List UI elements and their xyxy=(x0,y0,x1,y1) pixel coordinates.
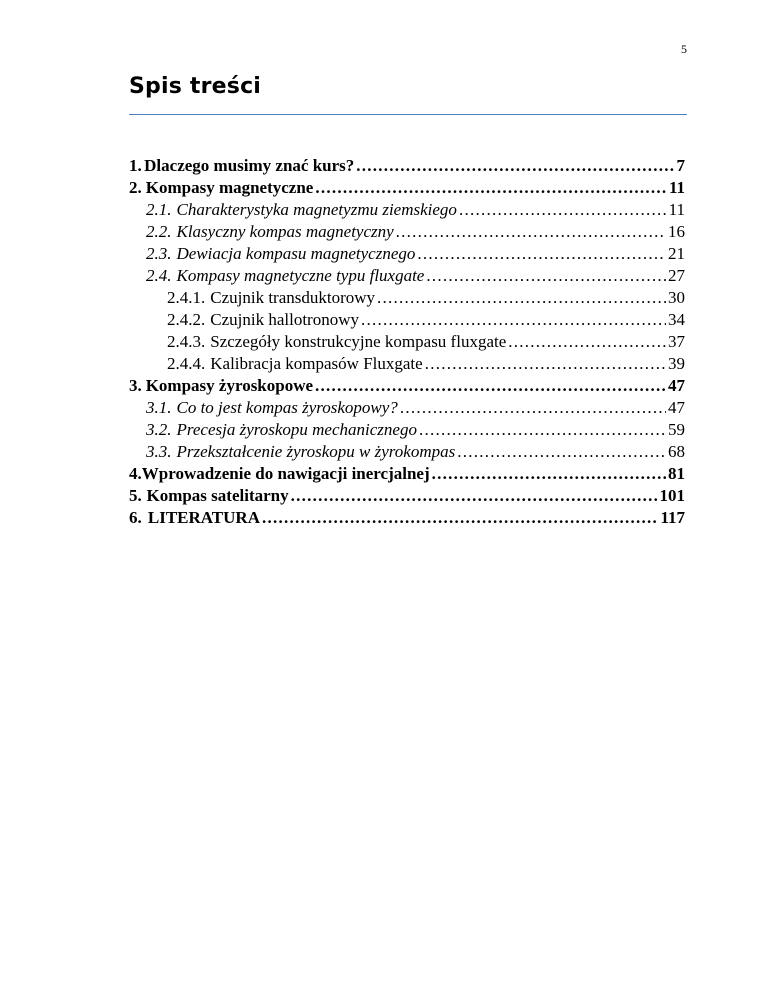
toc-entry[interactable] xyxy=(129,463,685,485)
toc-entry-title: Wprowadzenie do nawigacji inercjalnej xyxy=(141,464,430,483)
toc-entry[interactable] xyxy=(129,441,685,463)
toc-entry-title: Kompas satelitarny xyxy=(146,486,289,505)
toc-entry-title: Kompasy żyroskopowe xyxy=(145,376,314,395)
toc-entry[interactable] xyxy=(129,309,685,331)
toc-entry-number: 5. xyxy=(129,486,142,505)
toc-entry-number: 2.2. xyxy=(146,222,172,241)
toc-entry-title: Co to jest kompas żyroskopowy? xyxy=(176,398,398,417)
toc-dot-leader xyxy=(396,221,666,243)
toc-dot-leader xyxy=(291,485,658,507)
toc-entry-number: 3.2. xyxy=(146,420,172,439)
toc-entry[interactable] xyxy=(129,265,685,287)
title-divider xyxy=(129,114,687,115)
toc-entry-title: Kompasy magnetyczne xyxy=(145,178,314,197)
toc-entry-page: 59 xyxy=(668,420,685,439)
toc-entry-page: 11 xyxy=(668,178,685,197)
toc-entry-title: Klasyczny kompas magnetyczny xyxy=(176,222,394,241)
toc-entry-title: Przekształcenie żyroskopu w żyrokompas xyxy=(176,442,456,461)
toc-entry-title: Charakterystyka magnetyzmu ziemskiego xyxy=(176,200,457,219)
toc-entry-number: 2.4. xyxy=(146,266,172,285)
toc-entry-number: 2.4.2. xyxy=(167,310,206,329)
toc-entry-page: 21 xyxy=(668,244,685,263)
table-of-contents xyxy=(129,155,685,529)
toc-entry-number: 6. xyxy=(129,508,142,527)
toc-entry[interactable] xyxy=(129,199,685,221)
toc-entry-page: 39 xyxy=(668,354,685,373)
toc-entry-title: Precesja żyroskopu mechanicznego xyxy=(176,420,417,439)
toc-entry-page: 101 xyxy=(659,486,685,505)
toc-entry[interactable] xyxy=(129,221,685,243)
toc-entry-page: 68 xyxy=(668,442,685,461)
toc-entry-page: 81 xyxy=(668,464,685,483)
toc-dot-leader xyxy=(425,353,666,375)
toc-dot-leader xyxy=(262,507,658,529)
toc-entry-number: 2.4.4. xyxy=(167,354,206,373)
toc-dot-leader xyxy=(417,243,666,265)
toc-entry-title: Czujnik transduktorowy xyxy=(210,288,376,307)
toc-entry-title: Dewiacja kompasu magnetycznego xyxy=(176,244,416,263)
page-number: 5 xyxy=(681,42,687,56)
toc-entry-page: 47 xyxy=(668,398,685,417)
toc-entry-number: 3.1. xyxy=(146,398,172,417)
toc-dot-leader xyxy=(400,397,666,419)
toc-entry[interactable] xyxy=(129,331,685,353)
toc-entry-title: Szczegóły konstrukcyjne kompasu fluxgate xyxy=(210,332,507,351)
toc-entry-page: 117 xyxy=(660,508,685,527)
toc-dot-leader xyxy=(315,177,667,199)
toc-entry-title: Czujnik hallotronowy xyxy=(210,310,359,329)
toc-entry[interactable] xyxy=(129,375,685,397)
toc-entry-number: 2.3. xyxy=(146,244,172,263)
toc-entry-number: 2.1. xyxy=(146,200,172,219)
toc-entry-title: LITERATURA xyxy=(147,508,260,527)
toc-entry[interactable] xyxy=(129,155,685,177)
toc-entry[interactable] xyxy=(129,353,685,375)
toc-entry-number: 2.4.3. xyxy=(167,332,206,351)
toc-entry-title: Dlaczego musimy znać kurs? xyxy=(144,156,355,175)
toc-entry[interactable] xyxy=(129,287,685,309)
toc-entry-number: 2.4.1. xyxy=(167,288,206,307)
toc-entry[interactable] xyxy=(129,177,685,199)
toc-dot-leader xyxy=(426,265,666,287)
toc-entry-page: 11 xyxy=(668,200,685,219)
toc-entry-page: 7 xyxy=(676,156,685,175)
toc-entry-page: 16 xyxy=(668,222,685,241)
toc-dot-leader xyxy=(508,331,666,353)
toc-entry-number: 2. xyxy=(129,178,142,197)
toc-dot-leader xyxy=(432,463,666,485)
toc-entry-title: Kompasy magnetyczne typu fluxgate xyxy=(176,266,425,285)
toc-dot-leader xyxy=(315,375,666,397)
toc-entry[interactable] xyxy=(129,507,685,529)
toc-entry-number: 1. xyxy=(129,156,142,175)
toc-dot-leader xyxy=(377,287,666,309)
toc-entry-page: 37 xyxy=(668,332,685,351)
toc-entry-page: 47 xyxy=(668,376,685,395)
toc-entry-title: Kalibracja kompasów Fluxgate xyxy=(210,354,423,373)
page-title: Spis treści xyxy=(129,74,262,99)
toc-entry-number: 3. xyxy=(129,376,142,395)
toc-entry-number: 4. xyxy=(129,464,142,483)
toc-entry-page: 30 xyxy=(668,288,685,307)
toc-entry[interactable] xyxy=(129,243,685,265)
toc-entry-page: 27 xyxy=(668,266,685,285)
toc-entry-page: 34 xyxy=(668,310,685,329)
toc-entry[interactable] xyxy=(129,485,685,507)
toc-entry-number: 3.3. xyxy=(146,442,172,461)
toc-dot-leader xyxy=(419,419,666,441)
toc-dot-leader xyxy=(361,309,666,331)
toc-entry[interactable] xyxy=(129,419,685,441)
toc-dot-leader xyxy=(356,155,674,177)
toc-entry[interactable] xyxy=(129,397,685,419)
toc-dot-leader xyxy=(459,199,667,221)
toc-dot-leader xyxy=(457,441,666,463)
